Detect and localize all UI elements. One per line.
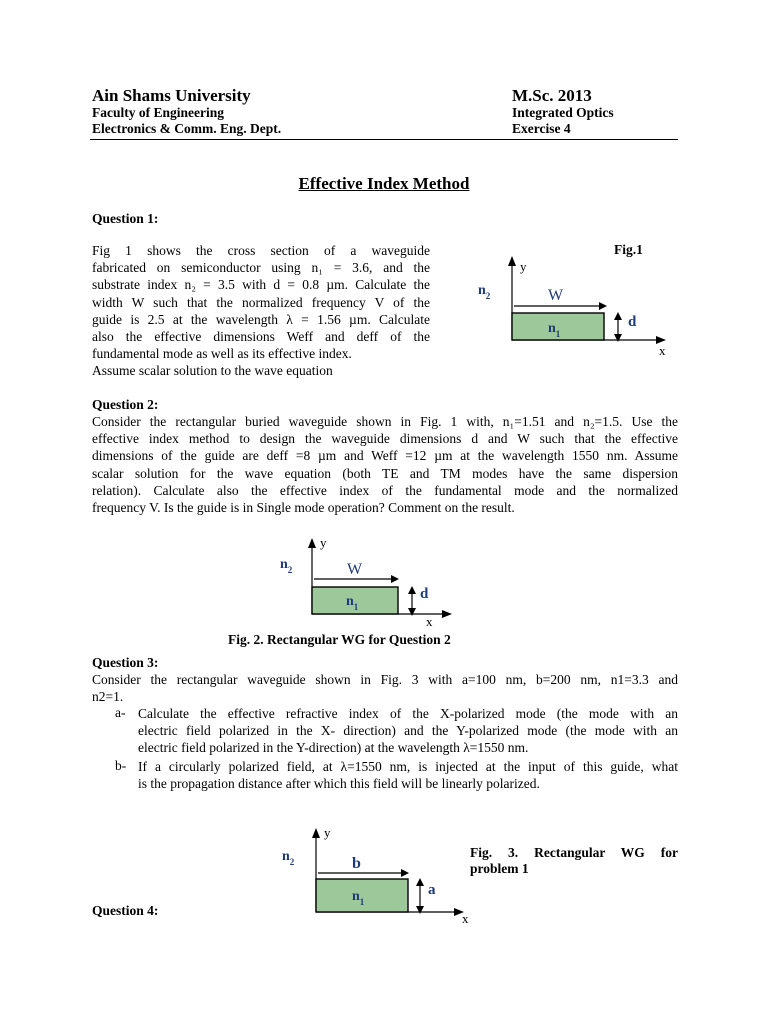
q1-line: Fig 1 shows the cross section of a waveguide — [92, 243, 430, 258]
y-axis-arrow — [508, 256, 516, 266]
y-axis-label: y — [324, 825, 331, 840]
fig-3-diagram — [274, 822, 484, 926]
n1-label: $n_1$ — [548, 321, 561, 339]
height-arrow-head-down — [408, 608, 416, 616]
width-label: W — [347, 561, 363, 578]
degree-year: M.Sc. 2013 — [512, 86, 592, 105]
university-name: Ain Shams University — [92, 86, 251, 105]
y-axis-label: y — [320, 535, 327, 550]
n2-label: $n_2$ — [282, 849, 295, 867]
n1-label: $n_1$ — [352, 889, 365, 907]
y-axis-arrow — [308, 538, 316, 548]
q3-b-line: is the propagation distance after which this field will be linearly polarized. — [138, 776, 540, 792]
q2-line: effective index method to design the waveguide dimensions d and W such that the effective — [92, 431, 678, 447]
question-1-text — [92, 242, 430, 380]
waveguide-core — [316, 879, 408, 912]
fig-2-caption: Fig. 2. Rectangular WG for Question 2 — [228, 632, 451, 647]
q2-line: relation). Calculate also the effective index of the fundamental mode and the normalized — [92, 482, 678, 498]
n1-label: $n_1$ — [346, 594, 359, 612]
height-arrow-head-down — [614, 334, 622, 342]
question-2-text — [92, 413, 678, 516]
q3-b-line: If a circularly polarized field, at λ=1550 nm, is injected at the input of this guide, what — [138, 759, 678, 774]
height-arrow-head-up — [408, 586, 416, 594]
q3-a-line: electric field polarized in the X- direction) and the Y-polarized mode (the mode with an — [138, 723, 678, 739]
x-axis-label: x — [462, 911, 469, 926]
q3-item-a-marker: a- — [115, 705, 126, 720]
y-axis-label: y — [520, 259, 527, 274]
width-arrow-head — [391, 575, 399, 583]
n2-label: $n_2$ — [280, 557, 293, 575]
faculty-name: Faculty of Engineering — [92, 105, 224, 120]
q3-a-line: Calculate the effective refractive index of the X-polarized mode (the mode with an — [138, 706, 678, 721]
question-1-heading: Question 1: — [92, 211, 159, 226]
height-arrow-head-up — [416, 878, 424, 886]
height-label: d — [628, 314, 637, 330]
exercise-number: Exercise 4 — [512, 121, 571, 136]
q3-item-a-text — [138, 705, 678, 757]
fig-3-caption-line2: problem 1 — [470, 861, 529, 876]
q1-line: also the effective dimensions Weff and deff of the — [92, 329, 430, 345]
height-arrow-head-down — [416, 906, 424, 914]
department-name: Electronics & Comm. Eng. Dept. — [92, 121, 282, 136]
fig-1-diagram — [470, 252, 680, 362]
question-4-heading: Question 4: — [92, 903, 159, 918]
height-label: d — [420, 586, 429, 602]
q3-line: n2=1. — [92, 689, 124, 705]
x-axis-label: x — [659, 343, 666, 358]
q3-item-b-text — [138, 758, 678, 792]
q1-line: substrate index n₂ = 3.5 with d = 0.8 µm. Calculate the — [92, 277, 430, 293]
fig-2-diagram — [272, 532, 472, 632]
width-label: W — [548, 287, 564, 304]
width-arrow-head — [401, 869, 409, 877]
q2-line: Consider the rectangular buried waveguide shown in Fig. 1 with, n₁=1.51 and n₂=1.5. Use the — [92, 414, 678, 429]
width-label: b — [352, 855, 361, 872]
q1-line: fabricated on semiconductor using n₁ = 3.6, and the — [92, 260, 430, 276]
q1-line: width W such that the normalized frequency V of the — [92, 294, 430, 310]
question-3-text — [92, 671, 678, 705]
q2-line: scalar solution for the wave equation (both TE and TM modes have the same dispersion — [92, 465, 678, 481]
header-rule — [90, 139, 678, 140]
question-3-heading: Question 3: — [92, 655, 159, 670]
page-title: Effective Index Method — [298, 174, 470, 193]
fig-1-caption: Fig.1 — [614, 242, 643, 257]
x-axis-arrow — [442, 610, 452, 618]
course-name: Integrated Optics — [512, 105, 614, 120]
q1-line: guide is 2.5 at the wavelength λ = 1.56 µm. Calculate — [92, 311, 430, 327]
q3-line: Consider the rectangular waveguide shown in Fig. 3 with a=100 nm, b=200 nm, n1=3.3 and — [92, 672, 678, 687]
n2-label: $n_2$ — [478, 283, 491, 301]
height-label: a — [428, 882, 436, 898]
q1-line: Assume scalar solution to the wave equation — [92, 363, 333, 379]
q3-item-b-marker: b- — [115, 758, 127, 773]
q2-line: frequency V. Is the guide is in Single mode operation? Comment on the result. — [92, 500, 515, 516]
q1-line: fundamental mode as well as its effective index. — [92, 346, 352, 362]
height-arrow-head-up — [614, 312, 622, 320]
fig-3-caption-line1: Fig. 3. Rectangular WG for — [470, 845, 678, 860]
y-axis-arrow — [312, 828, 320, 838]
question-2-heading: Question 2: — [92, 397, 159, 412]
width-arrow-head — [599, 302, 607, 310]
q3-a-line: electric field polarized in the Y-direction) at the wavelength λ=1550 nm. — [138, 740, 529, 756]
x-axis-label: x — [426, 614, 433, 629]
q2-line: dimensions of the guide are deff =8 µm and Weff =12 µm at the wavelength 1550 nm. Assume — [92, 448, 678, 464]
